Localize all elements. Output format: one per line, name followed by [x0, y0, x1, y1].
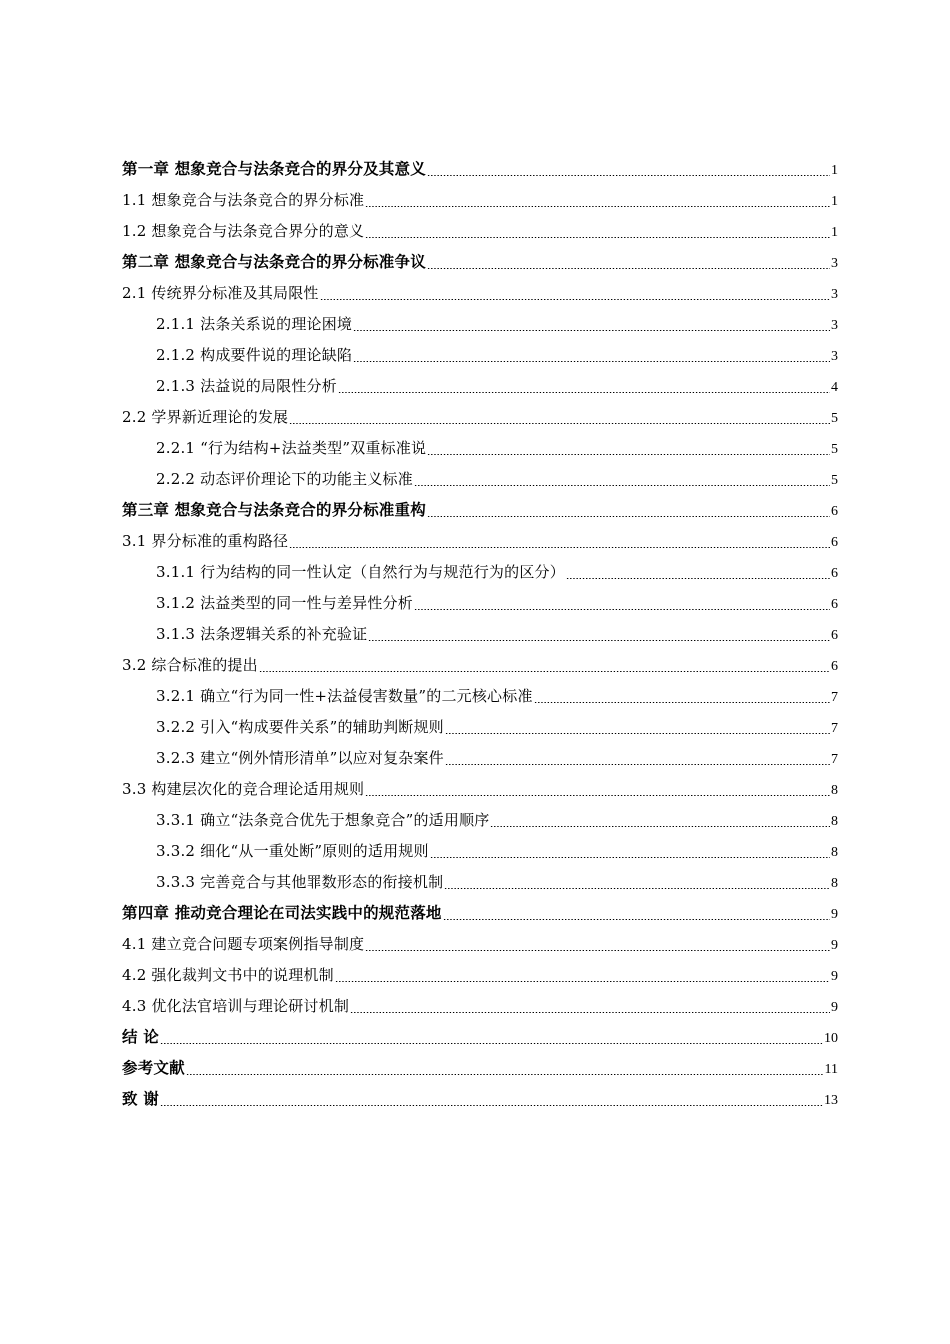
dot-leader [365, 237, 830, 238]
toc-entry-title: 4.2 强化裁判文书中的说理机制 [122, 966, 334, 984]
toc-entry[interactable] [122, 803, 838, 834]
toc-entry[interactable] [122, 896, 838, 927]
toc-entry-page-number: 6 [831, 659, 838, 674]
dot-leader [353, 330, 830, 331]
toc-entry-page-number: 8 [831, 876, 838, 891]
toc-entry[interactable] [122, 586, 838, 617]
toc-entry-title: 3.1.2 法益类型的同一性与差异性分析 [156, 594, 413, 612]
toc-entry[interactable] [122, 958, 838, 989]
toc-entry-title: 4.1 建立竞合问题专项案例指导制度 [122, 935, 365, 953]
toc-entry[interactable] [122, 400, 838, 431]
dot-leader [414, 609, 830, 610]
dot-leader [490, 826, 830, 827]
toc-entry[interactable] [122, 741, 838, 772]
dot-leader [427, 516, 830, 517]
toc-entry[interactable] [122, 1020, 838, 1051]
toc-entry-title: 第一章 想象竞合与法条竞合的界分及其意义 [122, 160, 426, 178]
toc-entry-title: 2.2.1 “行为结构+法益类型”双重标准说 [156, 439, 427, 457]
toc-entry-title: 2.1.2 构成要件说的理论缺陷 [156, 346, 353, 364]
dot-leader [353, 361, 830, 362]
toc-entry[interactable] [122, 1082, 838, 1113]
toc-entry-title: 2.2.2 动态评价理论下的功能主义标准 [156, 470, 413, 488]
toc-entry-page-number: 6 [831, 566, 838, 581]
dot-leader [430, 857, 830, 858]
toc-entry-page-number: 9 [831, 907, 838, 922]
toc-entry-title: 3.1.1 行为结构的同一性认定（自然行为与规范行为的区分） [156, 563, 565, 581]
toc-entry-page-number: 9 [831, 1000, 838, 1015]
toc-entry-page-number: 11 [824, 1062, 838, 1077]
dot-leader [445, 764, 830, 765]
toc-entry[interactable] [122, 214, 838, 245]
dot-leader [365, 206, 830, 207]
toc-entry[interactable] [122, 1051, 838, 1082]
toc-entry[interactable] [122, 865, 838, 896]
toc-entry-page-number: 1 [831, 225, 838, 240]
dot-leader [365, 950, 830, 951]
toc-entry-title: 2.2 学界新近理论的发展 [122, 408, 289, 426]
toc-entry-title: 3.3.1 确立“法条竞合优先于想象竞合”的适用顺序 [156, 811, 490, 829]
toc-entry-page-number: 1 [831, 194, 838, 209]
toc-entry-page-number: 3 [831, 256, 838, 271]
toc-entry-title: 3.1.3 法条逻辑关系的补充验证 [156, 625, 368, 643]
toc-entry-page-number: 9 [831, 969, 838, 984]
toc-entry-page-number: 5 [831, 442, 838, 457]
toc-entry-title: 3.2.1 确立“行为同一性+法益侵害数量”的二元核心标准 [156, 687, 533, 705]
toc-entry-title: 2.1.3 法益说的局限性分析 [156, 377, 337, 395]
toc-entry[interactable] [122, 245, 838, 276]
toc-entry-title: 2.1.1 法条关系说的理论困境 [156, 315, 353, 333]
toc-entry-page-number: 6 [831, 535, 838, 550]
dot-leader [160, 1105, 823, 1106]
toc-entry-page-number: 7 [831, 752, 838, 767]
toc-entry-title: 3.2 综合标准的提出 [122, 656, 258, 674]
dot-leader [445, 733, 830, 734]
toc-entry-page-number: 6 [831, 597, 838, 612]
toc-entry-title: 3.2.2 引入“构成要件关系”的辅助判断规则 [156, 718, 444, 736]
dot-leader [414, 485, 830, 486]
toc-entry[interactable] [122, 710, 838, 741]
toc-entry-page-number: 7 [831, 721, 838, 736]
toc-entry[interactable] [122, 152, 838, 183]
toc-entry-page-number: 4 [831, 380, 838, 395]
toc-entry[interactable] [122, 834, 838, 865]
dot-leader [427, 454, 830, 455]
toc-entry[interactable] [122, 431, 838, 462]
dot-leader [444, 888, 830, 889]
toc-entry-page-number: 10 [824, 1031, 838, 1046]
toc-entry-page-number: 3 [831, 287, 838, 302]
toc-entry-page-number: 3 [831, 318, 838, 333]
toc-entry-title: 致 谢 [122, 1090, 159, 1108]
dot-leader [335, 981, 830, 982]
dot-leader [427, 175, 830, 176]
toc-entry-page-number: 6 [831, 504, 838, 519]
toc-entry-title: 3.3.3 完善竞合与其他罪数形态的衔接机制 [156, 873, 444, 891]
toc-entry[interactable] [122, 648, 838, 679]
dot-leader [289, 423, 830, 424]
toc-entry[interactable] [122, 307, 838, 338]
toc-entry[interactable] [122, 555, 838, 586]
toc-entry[interactable] [122, 927, 838, 958]
toc-entry-page-number: 7 [831, 690, 838, 705]
toc-entry-title: 参考文献 [122, 1059, 185, 1077]
dot-leader [186, 1074, 824, 1075]
toc-entry[interactable] [122, 617, 838, 648]
toc-entry[interactable] [122, 493, 838, 524]
toc-entry[interactable] [122, 276, 838, 307]
toc-entry[interactable] [122, 183, 838, 214]
dot-leader [566, 578, 830, 579]
toc-entry[interactable] [122, 524, 838, 555]
toc-entry[interactable] [122, 989, 838, 1020]
dot-leader [160, 1043, 823, 1044]
toc-entry-title: 结 论 [122, 1028, 159, 1046]
toc-entry[interactable] [122, 679, 838, 710]
toc-entry[interactable] [122, 772, 838, 803]
toc-entry-title: 第四章 推动竞合理论在司法实践中的规范落地 [122, 904, 442, 922]
dot-leader [443, 919, 830, 920]
toc-entry-page-number: 8 [831, 814, 838, 829]
toc-entry-title: 2.1 传统界分标准及其局限性 [122, 284, 319, 302]
toc-entry-page-number: 1 [831, 163, 838, 178]
dot-leader [365, 795, 830, 796]
toc-entry-page-number: 9 [831, 938, 838, 953]
toc-entry-title: 第三章 想象竞合与法条竞合的界分标准重构 [122, 501, 426, 519]
table-of-contents [122, 152, 838, 1113]
toc-entry-page-number: 8 [831, 845, 838, 860]
dot-leader [320, 299, 830, 300]
dot-leader [338, 392, 830, 393]
toc-entry-page-number: 3 [831, 349, 838, 364]
toc-entry-page-number: 5 [831, 411, 838, 426]
toc-entry-title: 1.1 想象竞合与法条竞合的界分标准 [122, 191, 365, 209]
toc-entry-page-number: 13 [824, 1093, 838, 1108]
toc-entry-page-number: 8 [831, 783, 838, 798]
dot-leader [350, 1012, 830, 1013]
dot-leader [534, 702, 830, 703]
toc-entry-page-number: 5 [831, 473, 838, 488]
toc-entry-title: 3.1 界分标准的重构路径 [122, 532, 289, 550]
toc-entry[interactable] [122, 338, 838, 369]
toc-entry-title: 3.3.2 细化“从一重处断”原则的适用规则 [156, 842, 429, 860]
toc-entry-title: 3.2.3 建立“例外情形清单”以应对复杂案件 [156, 749, 444, 767]
dot-leader [427, 268, 830, 269]
toc-entry-title: 3.3 构建层次化的竞合理论适用规则 [122, 780, 365, 798]
dot-leader [289, 547, 830, 548]
dot-leader [368, 640, 830, 641]
toc-entry[interactable] [122, 462, 838, 493]
toc-entry-title: 第二章 想象竞合与法条竞合的界分标准争议 [122, 253, 426, 271]
toc-entry-title: 4.3 优化法官培训与理论研讨机制 [122, 997, 350, 1015]
toc-entry-title: 1.2 想象竞合与法条竞合界分的意义 [122, 222, 365, 240]
dot-leader [259, 671, 830, 672]
toc-entry[interactable] [122, 369, 838, 400]
toc-entry-page-number: 6 [831, 628, 838, 643]
